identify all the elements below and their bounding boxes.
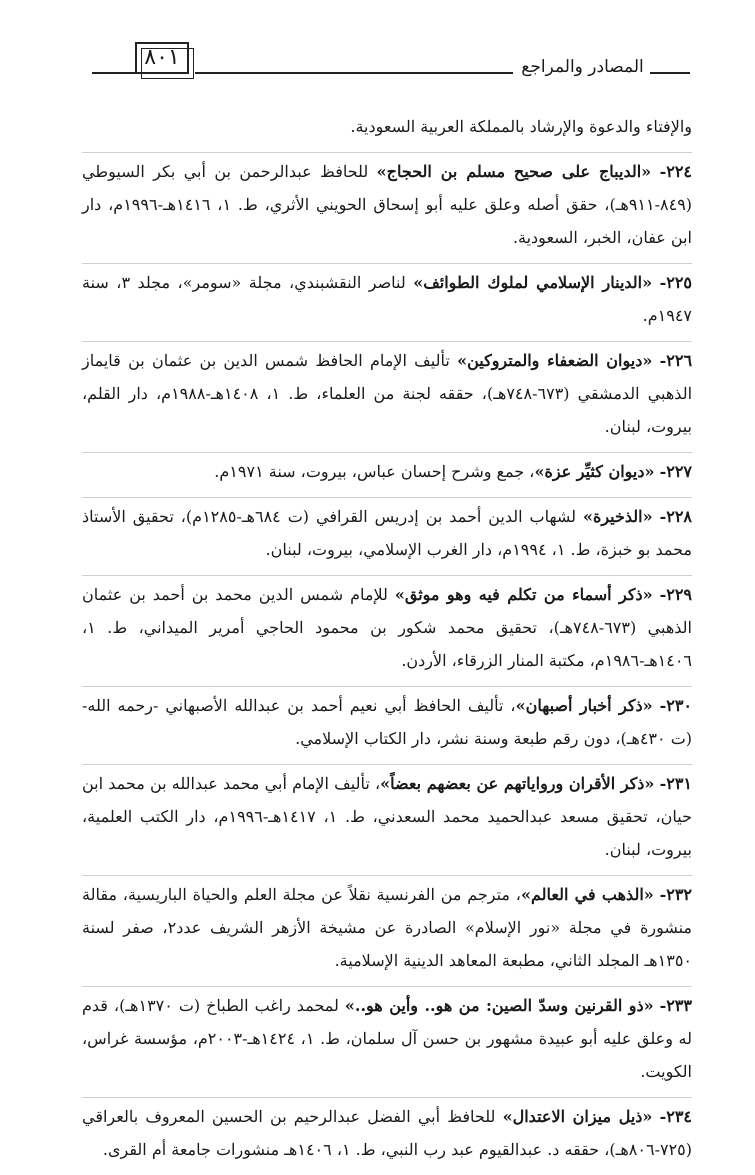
running-header bbox=[0, 30, 755, 90]
bibliography-entry bbox=[82, 875, 692, 981]
bibliography-entry bbox=[82, 152, 692, 258]
bibliography-entry bbox=[82, 263, 692, 336]
header-title: المصادر والمراجع bbox=[521, 57, 644, 77]
entry-title: «الدينار الإسلامي لملوك الطوائف» bbox=[413, 273, 653, 292]
bibliography-entry bbox=[82, 341, 692, 447]
entry-number: ٢٢٨- bbox=[659, 507, 693, 526]
entry-number: ٢٣١- bbox=[659, 774, 693, 793]
entry-text: للإمام شمس الدين محمد بن أحمد بن عثمان الذهبي (٦٧٣-٧٤٨هـ)، تحقيق محمد شكور بن محمود الحاجي أمرير الميداني، ط. ١، ١٤٠٦هـ-١٩٨٦م، مكتبة المنار الزرقاء، الأردن. bbox=[82, 585, 693, 670]
entry-text: ، تأليف الإمام أبي محمد عبدالله بن محمد ابن حيان، تحقيق مسعد عبدالحميد محمد السعدني، ط. ١، ١٤١٧هـ-١٩٩٦م، دار الكتب العلمية، بيروت، لبنان. bbox=[82, 774, 693, 859]
header-rule-left bbox=[92, 72, 136, 74]
bibliography-entry bbox=[82, 575, 692, 681]
entry-title: «الذهب في العالم» bbox=[520, 885, 654, 904]
entry-title: «الديباج على صحيح مسلم بن الحجاج» bbox=[376, 162, 652, 181]
bibliography-entry bbox=[82, 1097, 692, 1170]
entry-text: ، تأليف الحافظ أبي نعيم أحمد بن عبدالله الأصبهاني -رحمه الله- (ت ٤٣٠هـ)، دون رقم طبعة وسنة نشر، دار الكتاب الإسلامي. bbox=[82, 696, 692, 748]
bibliography-list bbox=[82, 110, 692, 1175]
entry-text: للحافظ أبي الفضل عبدالرحيم بن الحسين المعروف بالعراقي (٧٢٥-٨٠٦هـ)، حققه د. عبدالقيوم عبد رب النبي، ط. ١، ١٤٠٦هـ منشورات جامعة أم القرى. bbox=[82, 1107, 692, 1159]
entry-number: ٢٢٧- bbox=[659, 462, 692, 481]
entry-title: «ذكر أسماء من تكلم فيه وهو موثق» bbox=[394, 585, 653, 604]
entry-title: «ديوان كثيِّر عزة» bbox=[534, 462, 655, 481]
entry-title: «ذكر الأقران ورواياتهم عن بعضهم بعضاً» bbox=[380, 774, 655, 793]
entry-text: لشهاب الدين أحمد بن إدريس القرافي (ت ٦٨٤هـ-١٢٨٥م)، تحقيق الأستاذ محمد بو خبزة، ط. ١، ١٩٩٤م، دار الغرب الإسلامي، بيروت، لبنان. bbox=[82, 507, 692, 559]
entry-number: ٢٣٢- bbox=[659, 885, 692, 904]
entry-title: «الذخيرة» bbox=[582, 507, 653, 526]
entry-title: «ذيل ميزان الاعتدال» bbox=[502, 1107, 653, 1126]
bibliography-entry bbox=[82, 986, 692, 1092]
entry-title: «ديوان الضعفاء والمتروكين» bbox=[457, 351, 653, 370]
entry-title: «ذكر أخبار أصبهان» bbox=[515, 696, 653, 715]
entry-text: والإفتاء والدعوة والإرشاد بالمملكة العربية السعودية. bbox=[350, 117, 692, 136]
entry-number: ٢٢٤- bbox=[659, 162, 693, 181]
bibliography-entry bbox=[82, 497, 692, 570]
entry-text: لناصر النقشبندي، مجلة «سومر»، مجلد ٣، سنة ١٩٤٧م. bbox=[82, 273, 692, 325]
entry-text: ، مترجم من الفرنسية نقلاً عن مجلة العلم والحياة الباريسية، مقالة منشورة في مجلة «نور الإسلام» الصادرة عن مشيخة الأزهر الشريف عدد٢، صفر لسنة ١٣٥٠هـ المجلد الثاني، مطبعة المعاهد الدينية الإسلامية. bbox=[82, 885, 693, 970]
page-number: ٨٠١ bbox=[135, 42, 189, 74]
bibliography-entry bbox=[82, 764, 692, 870]
entry-number: ٢٣٠- bbox=[659, 696, 692, 715]
entry-title: «ذو القرنين وسدّ الصين: من هو.. وأين هو..» bbox=[344, 996, 654, 1015]
bibliography-entry-continuation bbox=[82, 110, 692, 147]
entry-number: ٢٣٤- bbox=[659, 1107, 693, 1126]
header-rule-middle bbox=[195, 72, 513, 74]
entry-text: للحافظ عبدالرحمن بن أبي بكر السيوطي (٨٤٩-٩١١هـ)، حقق أصله وعلق عليه أبو إسحاق الحويني الأثري، ط. ١، ١٤١٦هـ-١٩٩٦م، دار ابن عفان، الخبر، السعودية. bbox=[82, 162, 693, 247]
bibliography-entry bbox=[82, 452, 692, 492]
entry-number: ٢٢٦- bbox=[659, 351, 693, 370]
entry-number: ٢٣٣- bbox=[659, 996, 692, 1015]
entry-number: ٢٢٩- bbox=[659, 585, 692, 604]
entry-number: ٢٢٥- bbox=[659, 273, 693, 292]
entry-text: ، جمع وشرح إحسان عباس، بيروت، سنة ١٩٧١م. bbox=[214, 462, 535, 481]
header-rule-right bbox=[650, 72, 690, 74]
bibliography-entry bbox=[82, 686, 692, 759]
entry-text: لمحمد راغب الطباخ (ت ١٣٧٠هـ)، قدم له وعلق عليه أبو عبيدة مشهور بن حسن آل سلمان، ط. ١، ١٤٢٤هـ-٢٠٠٣م، مؤسسة غراس، الكويت. bbox=[82, 996, 693, 1081]
entry-text: تأليف الإمام الحافظ شمس الدين بن عثمان بن قايماز الذهبي الدمشقي (٦٧٣-٧٤٨هـ)، حققه لجنة من العلماء، ط. ١، ١٤٠٨هـ-١٩٨٨م، دار القلم، بيروت، لبنان. bbox=[82, 351, 693, 436]
